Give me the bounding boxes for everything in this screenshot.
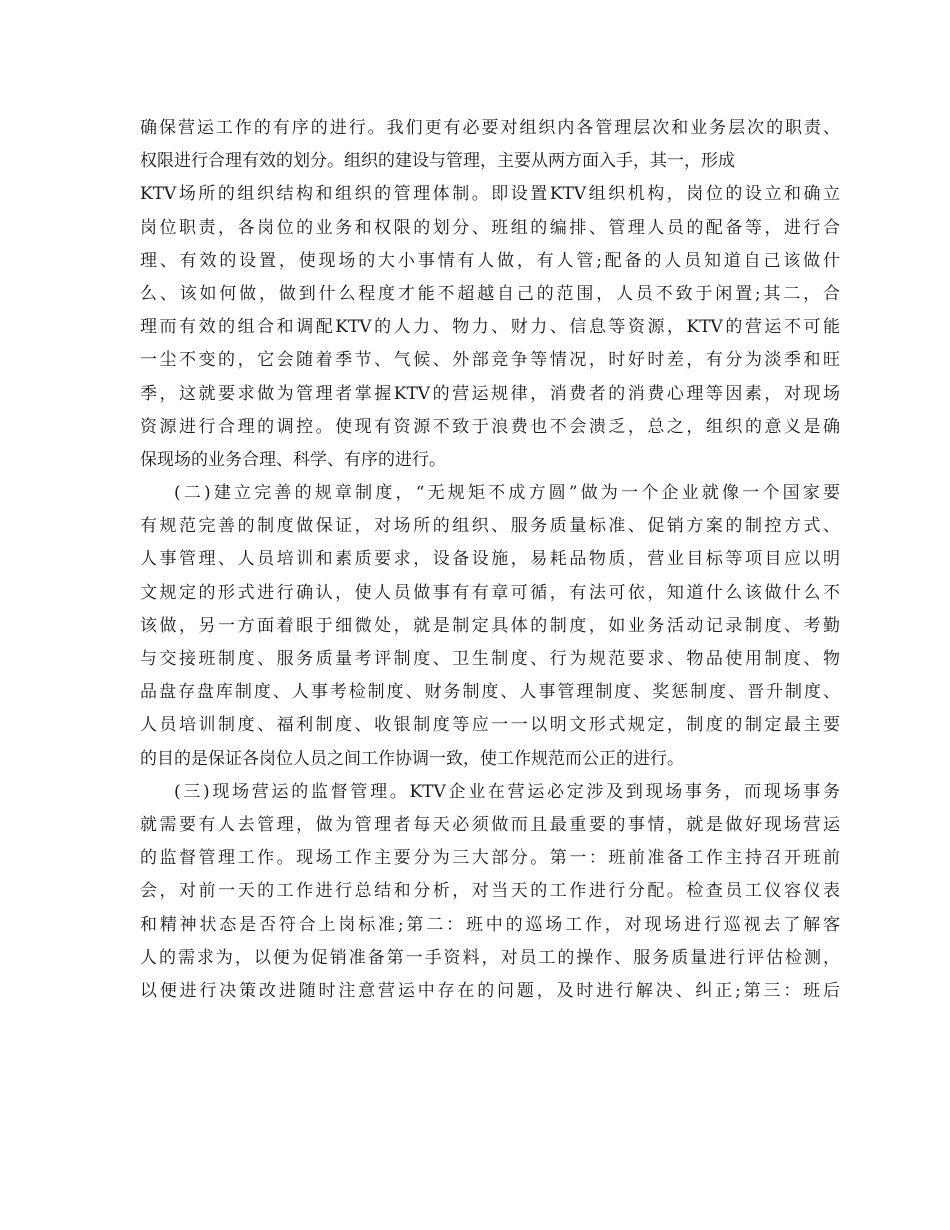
text-line: 文规定的形式进行确认，使人员做事有有章可循，有法可依，知道什么该做什么不 bbox=[140, 582, 840, 603]
text-line: 的目的是保证各岗位人员之间工作协调一致，使工作规范而公正的进行。 bbox=[140, 748, 684, 769]
text-line: 岗位职责，各岗位的业务和权限的划分、班组的编排、管理人员的配备等，进行合 bbox=[140, 217, 840, 238]
text-line: 该做，另一方面着眼于细微处，就是制定具体的制度，如业务活动记录制度、考勤 bbox=[140, 615, 840, 636]
text-line: 理、有效的设置，使现场的大小事情有人做，有人管;配备的人员知道自己该做什 bbox=[140, 250, 840, 271]
text-line: 就需要有人去管理，做为管理者每天必须做而且最重要的事情，就是做好现场营运 bbox=[140, 814, 840, 835]
text-line: 理而有效的组合和调配KTV的人力、物力、财力、信息等资源，KTV的营运不可能 bbox=[140, 317, 840, 338]
text-line: 一尘不变的，它会随着季节、气候、外部竞争等情况，时好时差，有分为淡季和旺 bbox=[140, 350, 840, 371]
text-line: (三)现场营运的监督管理。KTV企业在营运必定涉及到现场事务，而现场事务 bbox=[174, 781, 840, 802]
text-line: 和精神状态是否符合上岗标准;第二：班中的巡场工作，对现场进行巡视去了解客 bbox=[140, 914, 840, 935]
text-line: 权限进行合理有效的划分。组织的建设与管理，主要从两方面入手，其一，形成 bbox=[140, 151, 735, 172]
text-line: 季，这就要求做为管理者掌握KTV的营运规律，消费者的消费心理等因素，对现场 bbox=[140, 383, 840, 404]
text-line: 品盘存盘库制度、人事考检制度、财务制度、人事管理制度、奖惩制度、晋升制度、 bbox=[140, 682, 840, 703]
text-line: 人的需求为，以便为促销准备第一手资料，对员工的操作、服务质量进行评估检测， bbox=[140, 947, 840, 968]
text-line: 有规范完善的制度做保证，对场所的组织、服务质量标准、促销方案的制控方式、 bbox=[140, 516, 840, 537]
text-line: KTV场所的组织结构和组织的管理体制。即设置KTV组织机构，岗位的设立和确立 bbox=[140, 184, 840, 205]
text-line: 保现场的业务合理、科学、有序的进行。 bbox=[140, 449, 446, 470]
text-line: 人员培训制度、福利制度、收银制度等应一一以明文形式规定，制度的制定最主要 bbox=[140, 715, 840, 736]
text-line: 会，对前一天的工作进行总结和分析，对当天的工作进行分配。检查员工仪容仪表 bbox=[140, 881, 840, 902]
text-line: 人事管理、人员培训和素质要求，设备设施，易耗品物质，营业目标等项目应以明 bbox=[140, 549, 840, 570]
text-line: 的监督管理工作。现场工作主要分为三大部分。第一：班前准备工作主持召开班前 bbox=[140, 848, 840, 869]
text-line: 资源进行合理的调控。使现有资源不致于浪费也不会溃乏，总之，组织的意义是确 bbox=[140, 416, 840, 437]
text-line: 么、该如何做，做到什么程度才能不超越自己的范围，人员不致于闲置;其二，合 bbox=[140, 283, 840, 304]
text-line: (二)建立完善的规章制度，“无规矩不成方圆”做为一个企业就像一个国家要 bbox=[174, 483, 840, 504]
body-text bbox=[140, 112, 840, 1008]
text-line: 与交接班制度、服务质量考评制度、卫生制度、行为规范要求、物品使用制度、物 bbox=[140, 649, 840, 669]
text-line: 确保营运工作的有序的进行。我们更有必要对组织内各管理层次和业务层次的职责、 bbox=[140, 118, 840, 138]
text-line: 以便进行决策改进随时注意营运中存在的问题，及时进行解决、纠正;第三：班后 bbox=[140, 980, 840, 1001]
